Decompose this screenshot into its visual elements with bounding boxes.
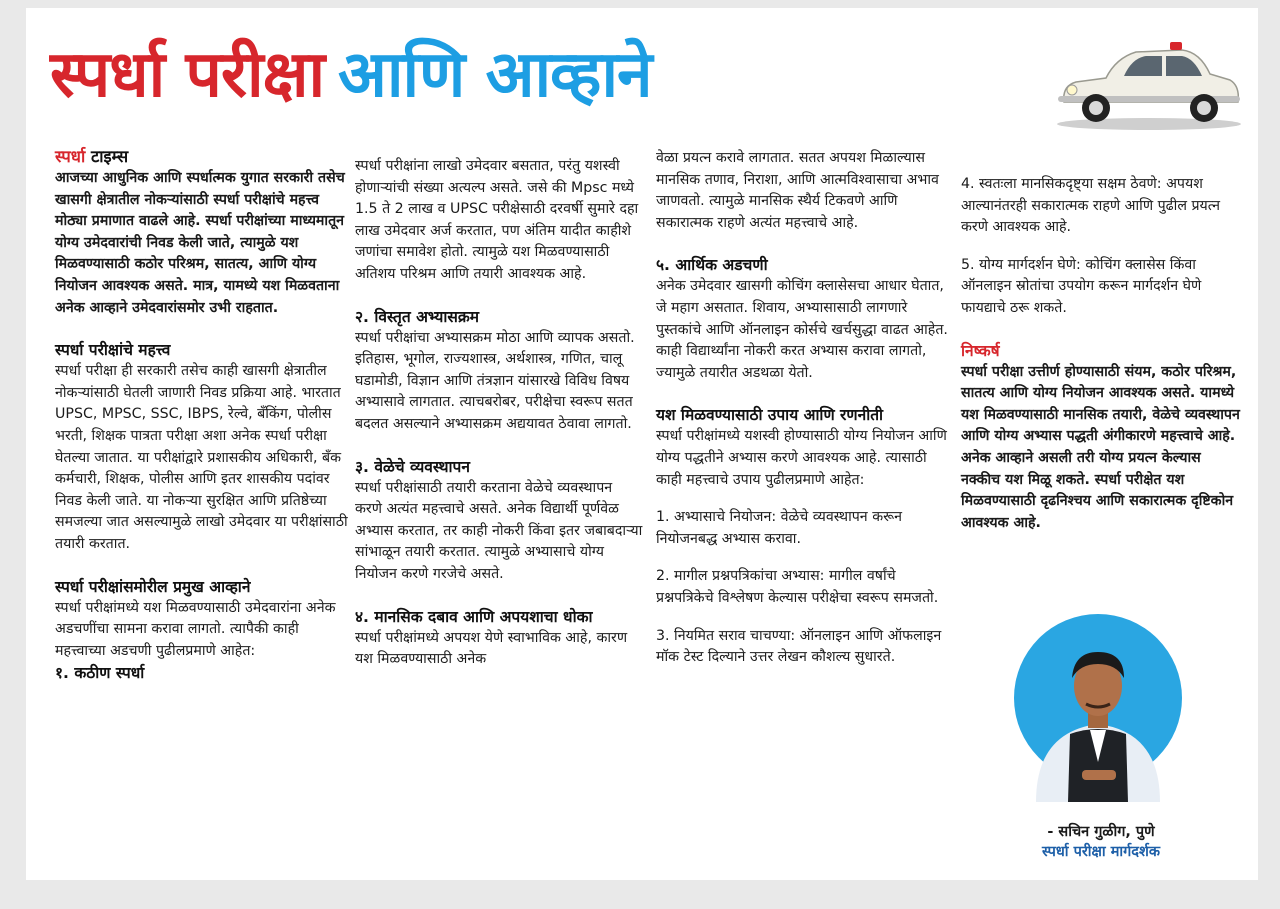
mental-pressure-paragraph: स्पर्धा परीक्षांमध्ये अपयश येणे स्वाभाविक आहे, कारण यश मिळवण्यासाठी अनेक: [355, 629, 628, 668]
subheading-financial: ५. आर्थिक अडचणी: [656, 256, 768, 275]
tips-heading: [55, 146, 353, 168]
importance-paragraph: स्पर्धा परीक्षा ही सरकारी तसेच काही खासगी क्षेत्रातील नोकऱ्यांसाठी घेतली जाणारी निवड प्रक्रिया आहे. भारतात UPSC, MPSC, SSC, IBPS, रेल्वे, बँकिंग, पोलीस भरती, शिक्षक पात्रता परीक्षा अशा अनेक स्पर्धा परीक्षा घेतल्या जातात. या परीक्षांद्वारे प्रशासकीय अधिकारी, बँक कर्मचारी, शिक्षक, पोलीस आणि इतर शासकीय पदांवर निवड केली जाते. या नोकऱ्या सुरक्षित आणि प्रतिष्ठेच्या समजल्या जात असल्यामुळे लाखो उमेदवार या परीक्षांसाठी तयारी करतात.: [55, 363, 348, 552]
tips-heading-rest: टाइम्स: [85, 147, 129, 166]
solution-item-4: 4. स्वतःला मानसिकदृष्ट्या सक्षम ठेवणे: अपयश आल्यानंतरही सकारात्मक राहणे आणि पुढील प्रयत्न करणे आवश्यक आहे.: [961, 176, 1220, 236]
subheading-syllabus: २. विस्तृत अभ्यासक्रम: [355, 307, 480, 326]
competition-paragraph: स्पर्धा परीक्षांना लाखो उमेदवार बसतात, परंतु यशस्वी होणाऱ्यांची संख्या अत्यल्प असते. जसे की Mpsc मध्ये 1.5 ते 2 लाख व UPSC परीक्षेसाठी दरवर्षी सुमारे दहा लाख उमेदवार अर्ज करतात, पण अंतिम यादीत काहीशे जणांचा समावेश होतो. त्यामुळे यश मिळवण्यासाठी अतिशय परिश्रम आणि तयारी आवश्यक आहे.: [355, 158, 639, 282]
headline-part-blue: आणि आव्हाने: [338, 38, 652, 112]
intro-paragraph: आजच्या आधुनिक आणि स्पर्धात्मक युगात सरकारी तसेच खासगी क्षेत्रातील नोकऱ्यांसाठी स्पर्धा परीक्षांचे महत्त्व मोठ्या प्रमाणात वाढले आहे. स्पर्धा परीक्षांच्या माध्यमातून योग्य उमेदवारांची निवड केली जाते, त्यामुळे यश मिळवण्यासाठी कठोर परिश्रम, सातत्य, आणि योग्य नियोजन आवश्यक असते. मात्र, यामध्ये यश मिळवताना अनेक आव्हाने उमेदवारांसमोर उभी राहतात.: [55, 170, 345, 316]
solutions-paragraph: स्पर्धा परीक्षांमध्ये यशस्वी होण्यासाठी योग्य नियोजन आणि योग्य पद्धतीने अभ्यास करणे आवश्यक आहे. त्यासाठी काही महत्त्वाचे उपाय पुढीलप्रमाणे आहेत:: [656, 428, 947, 488]
author-role: स्पर्धा परीक्षा मार्गदर्शक: [1041, 844, 1160, 860]
column-4: [961, 174, 1241, 534]
section-heading-conclusion: निष्कर्ष: [961, 341, 1000, 360]
tips-heading-red: स्पर्धा: [55, 147, 86, 166]
author-portrait: [1006, 612, 1186, 802]
mental-pressure-continued: वेळा प्रयत्न करावे लागतात. सतत अपयश मिळाल्यास मानसिक तणाव, निराशा, आणि आत्मविश्वासाचा अभाव जाणवतो. त्यामुळे मानसिक स्थैर्य टिकवणे आणि सकारात्मक राहणे अत्यंत महत्त्वाचे आहे.: [656, 150, 939, 231]
section-heading-importance: स्पर्धा परीक्षांचे महत्त्व: [55, 341, 171, 360]
solution-item-5: 5. योग्य मार्गदर्शन घेणे: कोचिंग क्लासेस किंवा ऑनलाइन स्रोतांचा उपयोग करून मार्गदर्शन घेणे फायद्याचे ठरू शकते.: [961, 256, 1202, 316]
column-2: [355, 156, 643, 671]
subheading-tough-competition: १. कठीण स्पर्धा: [55, 664, 145, 683]
solution-item-3: 3. नियमित सराव चाचण्या: ऑनलाइन आणि ऑफलाइन मॉक टेस्ट दिल्याने उत्तर लेखन कौशल्य सुधारते.: [656, 627, 942, 666]
vintage-car-icon: [1054, 36, 1244, 132]
financial-paragraph: अनेक उमेदवार खासगी कोचिंग क्लासेसचा आधार घेतात, जे महाग असतात. शिवाय, अभ्यासासाठी लागणारे पुस्तकांचे आणि ऑनलाइन कोर्सचे खर्चसुद्धा वाढत आहेत. काही विद्यार्थ्यांना नोकरी करत अभ्यास करावा लागतो, ज्यामुळे तयारीत अडथळा येतो.: [656, 278, 948, 381]
time-management-paragraph: स्पर्धा परीक्षांसाठी तयारी करताना वेळेचे व्यवस्थापन करणे अत्यंत महत्त्वाचे असते. अनेक विद्यार्थी पूर्णवेळ अभ्यास करतात, तर काही नोकरी किंवा इतर जबाबदाऱ्या सांभाळून तयारी करतात. त्यामुळे अभ्यासाचे योग्य नियोजन करणे गरजेचे असते.: [355, 479, 643, 582]
article-page: [26, 8, 1258, 880]
solution-item-2: 2. मागील प्रश्नपत्रिकांचा अभ्यास: मागील वर्षांचे प्रश्नपत्रिकेचे विश्लेषण केल्यास परीक्षेचा स्वरूप समजतो.: [656, 568, 939, 606]
author-name: - सचिन गुळीग, पुणे: [1047, 824, 1155, 840]
author-credit: [961, 822, 1241, 862]
column-1: [55, 146, 353, 684]
headline-part-red: स्पर्धा परीक्षा: [50, 38, 325, 112]
challenges-paragraph: स्पर्धा परीक्षांमध्ये यश मिळवण्यासाठी उमेदवारांना अनेक अडचणींचा सामना करावा लागतो. त्यापैकी काही महत्त्वाच्या अडचणी पुढीलप्रमाणे आहेत:: [55, 599, 336, 659]
subheading-mental-pressure: ४. मानसिक दबाव आणि अपयशाचा धोका: [355, 607, 593, 626]
conclusion-paragraph: स्पर्धा परीक्षा उत्तीर्ण होण्यासाठी संयम, कठोर परिश्रम, सातत्य आणि योग्य नियोजन आवश्यक असते. यामध्ये यश मिळवण्यासाठी मानसिक तयारी, वेळेचे व्यवस्थापन आणि योग्य अभ्यास पद्धती अंगीकारणे महत्त्वाचे आहे. अनेक आव्हाने असली तरी योग्य प्रयत्न केल्यास नक्कीच यश मिळू शकते. स्पर्धा परीक्षेत यश मिळवण्यासाठी दृढनिश्चय आणि सकारात्मक दृष्टिकोन आवश्यक आहे.: [961, 363, 1240, 531]
solution-item-1: 1. अभ्यासाचे नियोजन: वेळेचे व्यवस्थापन करून नियोजनबद्ध अभ्यास करावा.: [656, 509, 902, 547]
column-3: [656, 148, 954, 669]
syllabus-paragraph: स्पर्धा परीक्षांचा अभ्यासक्रम मोठा आणि व्यापक असतो. इतिहास, भूगोल, राज्यशास्त्र, अर्थशास्त्र, गणित, चालू घडामोडी, विज्ञान आणि तंत्रज्ञान यांसारखे विविध विषय अभ्यासावे लागतात. त्याचबरोबर, परीक्षेचा स्वरूप सतत बदलत असल्याने अभ्यासक्रम अद्ययावत ठेवावा लागतो.: [355, 329, 635, 432]
section-heading-challenges: स्पर्धा परीक्षांसमोरील प्रमुख आव्हाने: [55, 577, 251, 596]
headline: [50, 30, 652, 120]
section-heading-solutions: यश मिळवण्यासाठी उपाय आणि रणनीती: [656, 406, 884, 425]
subheading-time-management: ३. वेळेचे व्यवस्थापन: [355, 457, 470, 476]
